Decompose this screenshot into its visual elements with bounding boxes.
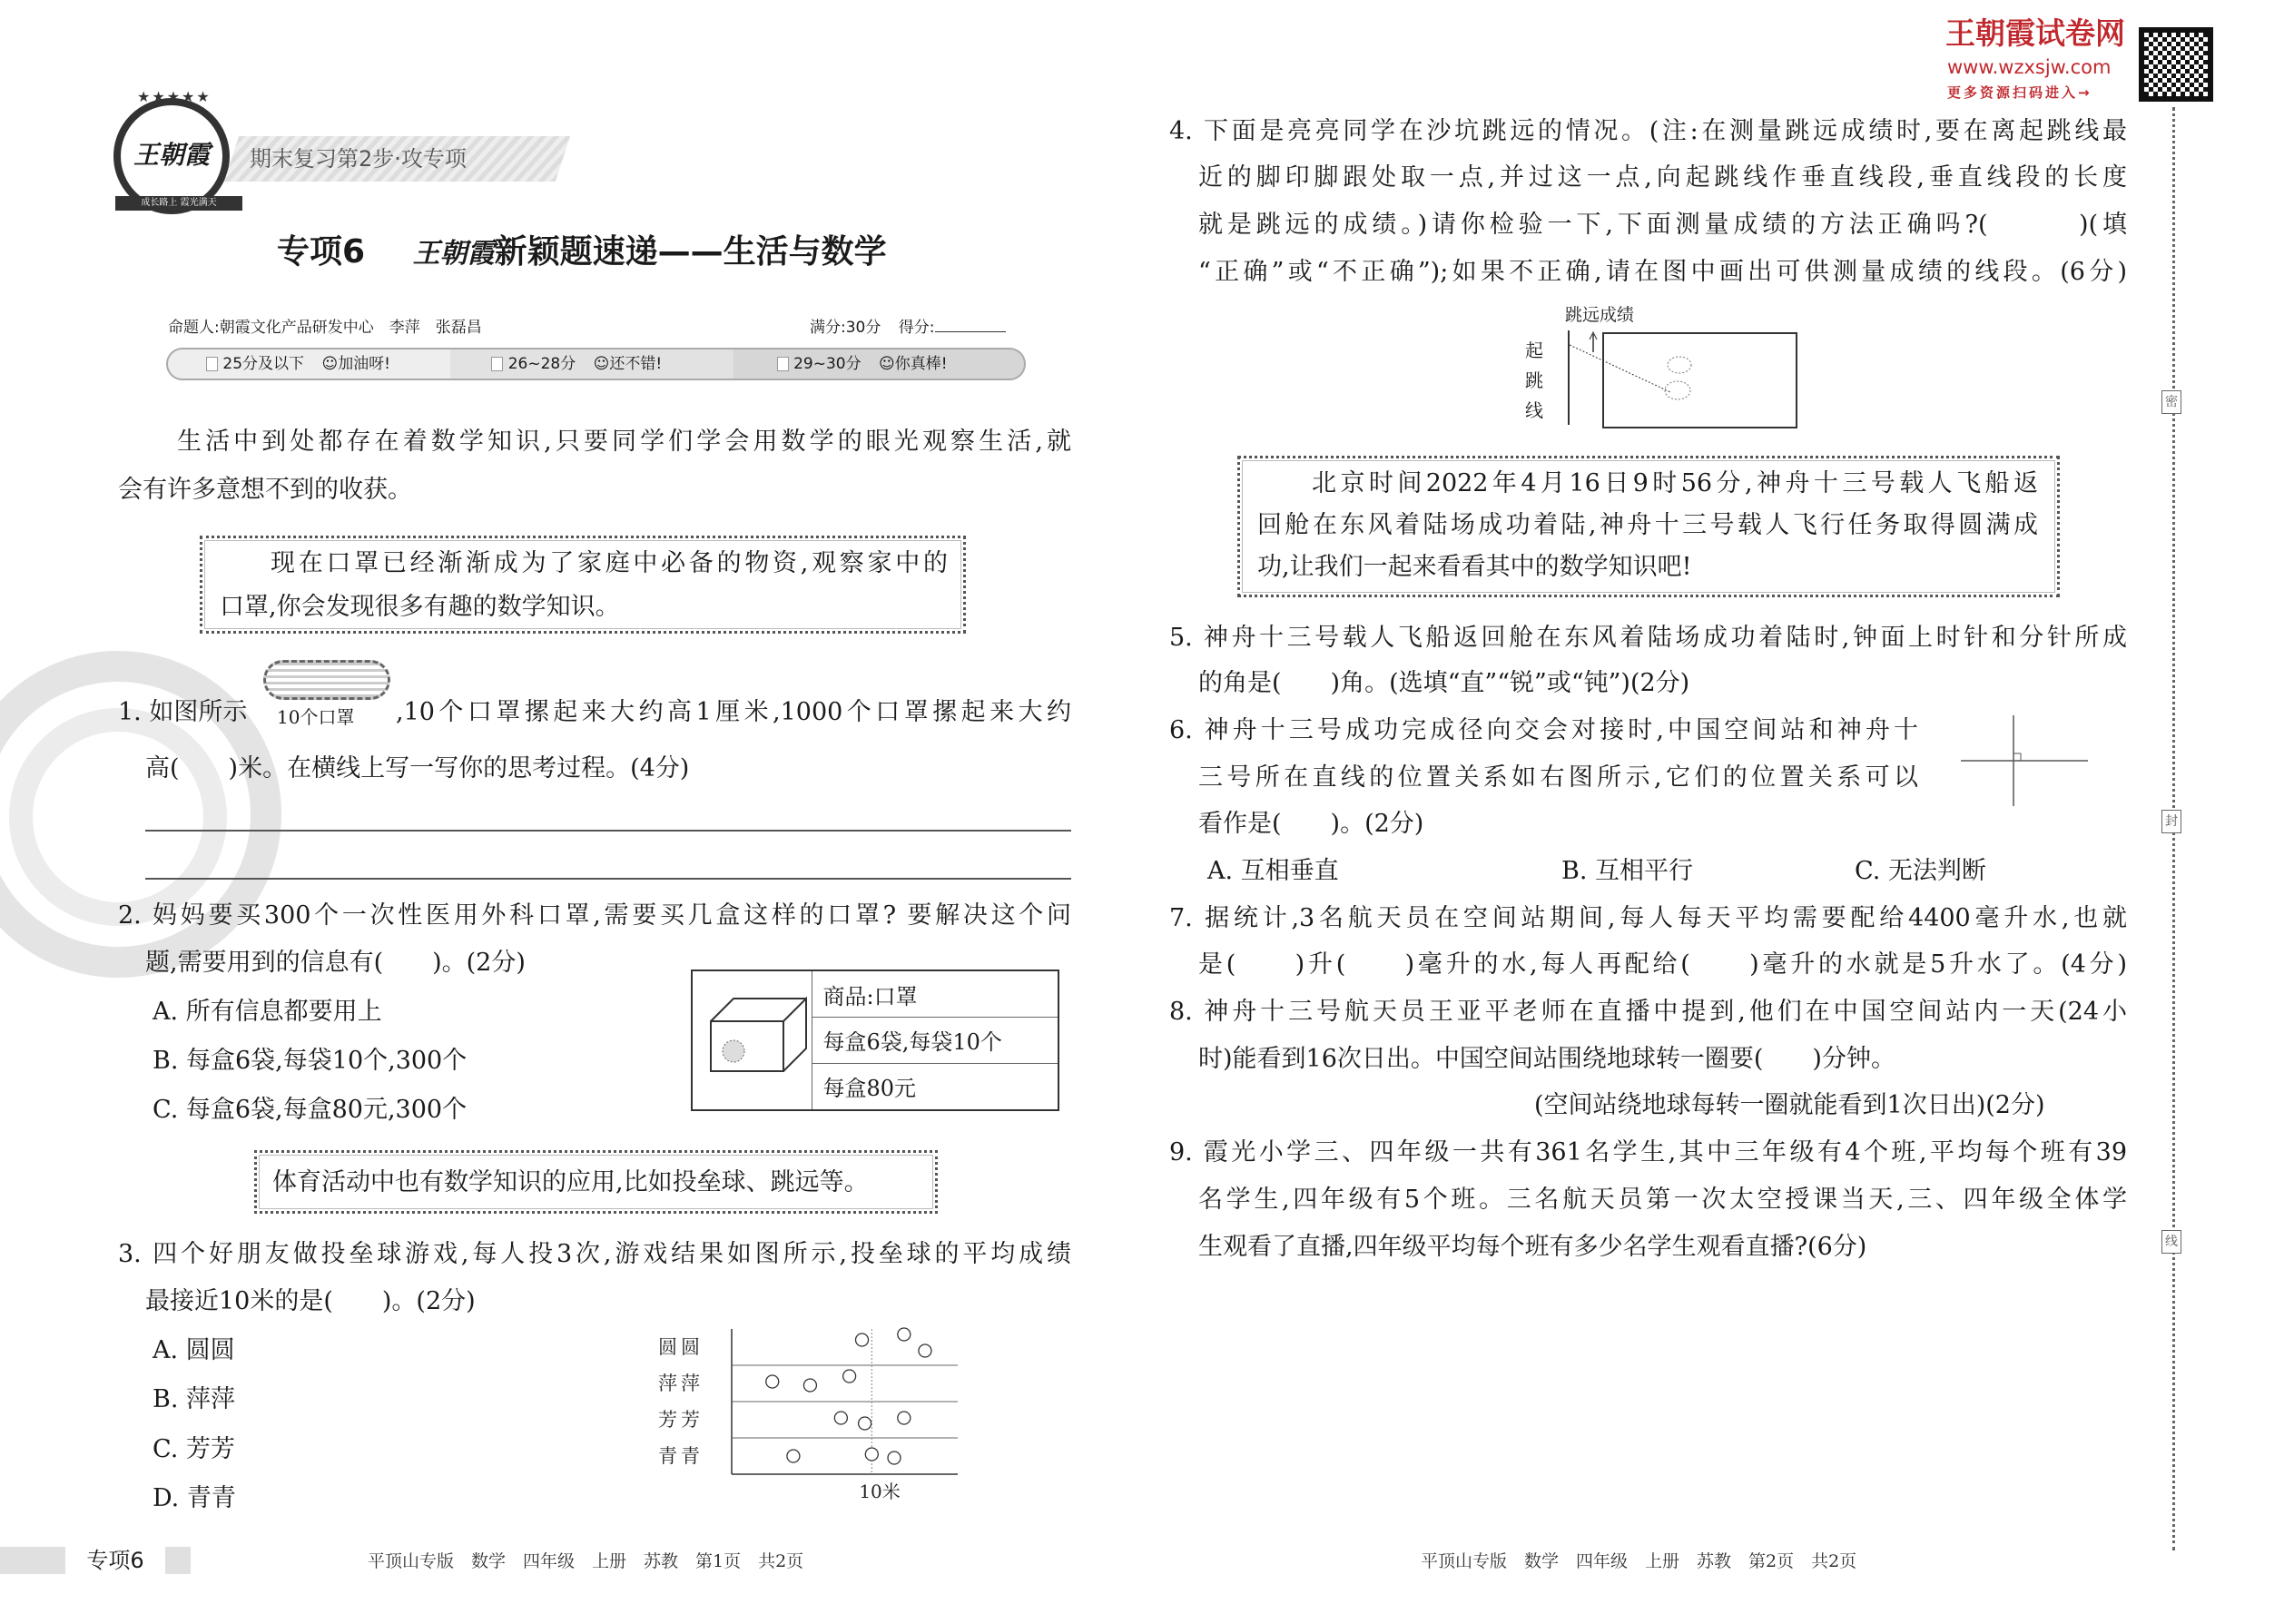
data-point	[787, 1450, 800, 1462]
question-7-text: 7. 据统计,3名航天员在空间站期间,每人每天平均需要配给4400毫升水,也就	[1169, 904, 2127, 932]
question-9-text: 名学生,四年级有5个班。三名航天员第一次太空授课当天,三、四年级全体学	[1198, 1186, 2127, 1214]
data-point	[856, 1334, 869, 1346]
option-b[interactable]: B. 互相平行	[1561, 857, 1694, 885]
question-9-text: 9. 霞光小学三、四年级一共有361名学生,其中三年级有4个班,平均每个班有39	[1169, 1138, 2127, 1166]
page-title	[277, 232, 887, 274]
score-level	[453, 354, 738, 374]
question-4-text: 近的脚印脚跟处取一点,并过这一点,向起跳线作垂直线段,垂直线段的长度	[1198, 163, 2127, 192]
product-info-table	[691, 969, 1059, 1111]
question-8-hint: (空间站绕地球每转一圈就能看到1次日出)(2分)	[1534, 1091, 2045, 1119]
title-brand: 王朝霞	[412, 238, 495, 270]
question-1-text: 1. 如图所示	[118, 698, 248, 726]
question-3-text: 3. 四个好朋友做投垒球游戏,每人投3次,游戏结果如图所示,投垒球的平均成绩	[118, 1240, 1071, 1268]
category-label: 青青	[658, 1445, 704, 1467]
data-point	[865, 1448, 878, 1461]
info-box-text: 体育活动中也有数学知识的应用,比如投垒球、跳远等。	[272, 1168, 869, 1196]
option-c[interactable]: C. 无法判断	[1855, 857, 1986, 885]
qr-code-icon[interactable]	[2139, 27, 2213, 102]
table-cell: 每盒80元	[812, 1063, 1058, 1110]
watermark-seal-inner	[9, 708, 227, 926]
info-box-text: 功,让我们一起来看看其中的数学知识吧!	[1257, 553, 1692, 581]
binding-mark: 线	[2161, 1230, 2181, 1254]
throw-results-chart	[658, 1324, 958, 1523]
category-label: 芳芳	[658, 1409, 704, 1431]
logo-text: 王朝霞	[133, 140, 210, 170]
info-box-text: 现在口罩已经渐渐成为了家庭中必备的物资,观察家中的	[271, 549, 948, 577]
answer-line[interactable]	[145, 830, 1071, 832]
data-point	[803, 1379, 816, 1392]
score-blank[interactable]	[935, 331, 1006, 332]
score-level-checkbox[interactable]	[777, 357, 789, 371]
score-level-comment: 还不错!	[609, 355, 663, 373]
logo-badge	[113, 88, 230, 214]
brand-name: 王朝霞试卷网	[1945, 15, 2125, 51]
table-cell: 商品:口罩	[812, 970, 1058, 1018]
face-icon: ☺	[321, 355, 339, 373]
question-1-text: 高( )米。在横线上写一写你的思考过程。(4分)	[145, 754, 690, 782]
data-point	[834, 1412, 847, 1424]
info-box-text: 口罩,你会发现很多有趣的数学知识。	[220, 593, 620, 621]
data-point	[859, 1417, 871, 1430]
box-icon	[693, 971, 811, 1104]
logo-slogan: 成长路上 霞光满天	[115, 196, 242, 211]
option-b[interactable]: B. 每盒6袋,每袋10个,300个	[153, 1047, 468, 1075]
table-cell: 每盒6袋,每袋10个	[812, 1018, 1058, 1064]
question-6-text: 6. 神舟十三号成功完成径向交会对接时,中国空间站和神舟十	[1169, 716, 1918, 744]
mask-stack-image	[263, 660, 390, 700]
question-5-text: 5. 神舟十三号载人飞船返回舱在东风着陆场成功着陆时,钟面上时针和分针所成	[1169, 624, 2127, 652]
category-label: 圆圆	[658, 1336, 704, 1358]
answer-line[interactable]	[145, 878, 1071, 880]
binding-mark: 密	[2161, 390, 2181, 414]
x-axis-label: 10米	[859, 1481, 901, 1502]
score-label: 得分:	[898, 319, 935, 337]
data-point	[843, 1370, 856, 1383]
question-6-text: 看作是( )。(2分)	[1198, 810, 1424, 838]
info-box-text: 北京时间2022年4月16日9时56分,神舟十三号载人飞船返	[1312, 469, 2038, 497]
question-2-text: 题,需要用到的信息有( )。(2分)	[145, 949, 526, 977]
question-1-text: ,10个口罩摞起来大约高1厘米,1000个口罩摞起来大约	[396, 698, 1071, 726]
option-d[interactable]: D. 青青	[153, 1484, 236, 1512]
footprint-icon	[1668, 357, 1691, 373]
score-level-range: 26~28分	[507, 355, 576, 373]
footer-section-tab: 专项6	[65, 1547, 165, 1574]
takeoff-line-label: 起跳线	[1525, 340, 1543, 421]
score-level-bar	[166, 348, 1026, 380]
face-icon: ☺	[593, 355, 610, 373]
mask-stack-label: 10个口罩	[277, 706, 355, 728]
data-point	[898, 1328, 911, 1341]
score-level-comment: 加油呀!	[338, 355, 391, 373]
authors: 命题人:朝霞文化产品研发中心 李萍 张磊昌	[168, 319, 482, 337]
long-jump-figure	[1525, 300, 1852, 436]
question-6-text: 三号所在直线的位置关系如右图所示,它们的位置关系可以	[1198, 763, 1918, 792]
intro-text: 生活中到处都存在着数学知识,只要同学们学会用数学的眼光观察生活,就	[177, 428, 1071, 456]
data-point	[898, 1412, 911, 1424]
option-a[interactable]: A. 圆圆	[153, 1336, 235, 1364]
option-a[interactable]: A. 所有信息都要用上	[153, 998, 382, 1026]
brand-url[interactable]: www.wzxsjw.com	[1947, 56, 2112, 78]
question-8-text: 8. 神舟十三号航天员王亚平老师在直播中提到,他们在中国空间站内一天(24小	[1169, 998, 2127, 1026]
question-4-text: 4. 下面是亮亮同学在沙坑跳远的情况。(注:在测量跳远成绩时,要在离起跳线最	[1169, 117, 2127, 145]
info-box-text: 回舱在东风着陆场成功着陆,神舟十三号载人飞行任务取得圆满成	[1257, 511, 2038, 539]
long-jump-score-label: 跳远成绩	[1565, 305, 1635, 325]
measure-line	[1525, 300, 1852, 436]
brand-cta: 更多资源扫码进入→	[1947, 84, 2092, 101]
binding-mark: 封	[2161, 810, 2181, 833]
question-4-text: “正确”或“不正确”);如果不正确,请在图中画出可供测量成绩的线段。(6分)	[1198, 258, 2127, 286]
title-text: 新颖题速递——生活与数学	[494, 233, 887, 271]
face-icon: ☺	[878, 355, 895, 373]
question-5-text: 的角是( )角。(选填“直”“锐”或“钝”)(2分)	[1198, 669, 1690, 697]
page-footer: 平顶山专版 数学 四年级 上册 苏教 第1页 共2页	[368, 1551, 804, 1571]
question-9-text: 生观看了直播,四年级平均每个班有多少名学生观看直播?(6分)	[1198, 1233, 1867, 1261]
score-level-checkbox[interactable]	[491, 357, 503, 371]
logo-star-crown: ★★★★★	[137, 88, 212, 105]
score-level-checkbox[interactable]	[206, 357, 218, 371]
option-a[interactable]: A. 互相垂直	[1207, 857, 1339, 885]
score-level-range: 25分及以下	[222, 355, 305, 373]
page-footer: 平顶山专版 数学 四年级 上册 苏教 第2页 共2页	[1421, 1551, 1857, 1571]
data-point	[766, 1375, 779, 1388]
score-level	[168, 354, 453, 374]
category-label: 萍萍	[658, 1373, 704, 1394]
question-4-text: 就是跳远的成绩。)请你检验一下,下面测量成绩的方法正确吗?( )(填	[1198, 211, 2127, 239]
score-level-range: 29~30分	[793, 355, 861, 373]
option-b[interactable]: B. 萍萍	[153, 1385, 236, 1413]
data-point	[888, 1452, 901, 1464]
question-8-text: 时)能看到16次日出。中国空间站围绕地球转一圈要( )分钟。	[1198, 1045, 1895, 1073]
perpendicular-lines-figure	[1961, 715, 2097, 815]
full-score: 满分:30分	[810, 319, 881, 337]
intro-text: 会有许多意想不到的收获。	[118, 476, 412, 504]
question-7-text: 是( )升( )毫升的水,每人再配给( )毫升的水就是5升水了。(4分)	[1198, 950, 2127, 979]
section-banner-text: 期末复习第2步·攻专项	[250, 146, 467, 172]
mask-box-image	[692, 970, 812, 1110]
question-3-text: 最接近10米的是( )。(2分)	[145, 1287, 476, 1315]
score-level-comment: 你真棒!	[894, 355, 948, 373]
footprint-icon	[1665, 381, 1690, 399]
data-point	[919, 1344, 931, 1357]
question-2-text: 2. 妈妈要买300个一次性医用外科口罩,需要买几盒这样的口罩? 要解决这个问	[118, 901, 1071, 930]
option-c[interactable]: C. 每盒6袋,每盒80元,300个	[153, 1096, 468, 1124]
score-level	[739, 354, 1024, 374]
option-c[interactable]: C. 芳芳	[153, 1435, 235, 1463]
title-number: 专项6	[277, 233, 366, 271]
score-area	[810, 318, 1006, 338]
